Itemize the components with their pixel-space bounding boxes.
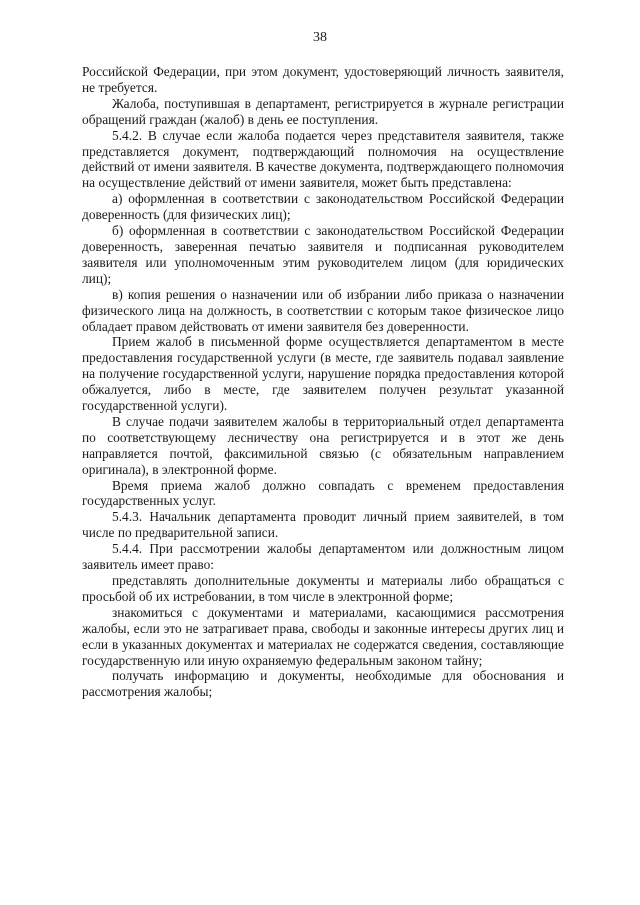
paragraph-5-4-2: 5.4.2. В случае если жалоба подается через представителя заявителя, также представляется документ, подтверждающий полномочия на осуществление действий от имени заявителя. В качестве документа, подтверждающего полномочия на осуществление действий от имени заявителя, может быть представлена: [82, 127, 564, 191]
paragraph-territorial-office: В случае подачи заявителем жалобы в территориальный отдел департамента по соответствующему лесничеству она регистрируется и в этот же день направляется почтой, факсимильной связью (с обязательным направлением оригинала), в электронной форме. [82, 413, 564, 477]
paragraph-continuation: Российской Федерации, при этом документ, удостоверяющий личность заявителя, не требуется. [82, 64, 564, 95]
paragraph-5-4-4: 5.4.4. При рассмотрении жалобы департаментом или должностным лицом заявитель имеет право: [82, 541, 564, 573]
document-body [82, 64, 564, 700]
paragraph-written-complaints: Прием жалоб в письменной форме осуществляется департаментом в месте предоставления государственной услуги (в месте, где заявитель подавал заявление на получение государственной услуги, нарушение порядка предоставления которой обжалуется, либо в месте, где заявителем получен результат указанной государственной услуги). [82, 334, 564, 414]
paragraph-item-b: б) оформленная в соответствии с законодательством Российской Федерации доверенность, заверенная печатью заявителя и подписанная руководителем заявителя или уполномоченным этим руководителем лицом (для юридических лиц); [82, 223, 564, 286]
paragraph-5-4-3: 5.4.3. Начальник департамента проводит личный прием заявителей, в том числе по предварительной записи. [82, 509, 564, 541]
page-number: 38 [313, 30, 327, 45]
paragraph-right-review-materials: знакомиться с документами и материалами, касающимися рассмотрения жалобы, если это не затрагивает права, свободы и законные интересы других лиц и если в указанных документах и материалах не содержатся сведения, составляющие государственную или иную охраняемую федеральным законом тайну; [82, 604, 564, 668]
paragraph-right-receive-information: получать информацию и документы, необходимые для обоснования и рассмотрения жалобы; [82, 668, 564, 700]
paragraph-item-a: а) оформленная в соответствии с законодательством Российской Федерации доверенность (для физических лиц); [82, 191, 564, 223]
paragraph-complaint-registration: Жалоба, поступившая в департамент, регистрируется в журнале регистрации обращений граждан (жалоб) в день ее поступления. [82, 95, 564, 127]
paragraph-item-v: в) копия решения о назначении или об избрании либо приказа о назначении физического лица на должность, в соответствии с которым такое физическое лицо обладает правом действовать от имени заявителя без доверенности. [82, 286, 564, 334]
paragraph-reception-time: Время приема жалоб должно совпадать с временем предоставления государственных услуг. [82, 477, 564, 509]
paragraph-right-submit-documents: представлять дополнительные документы и материалы либо обращаться с просьбой об их истребовании, в том числе в электронной форме; [82, 573, 564, 604]
